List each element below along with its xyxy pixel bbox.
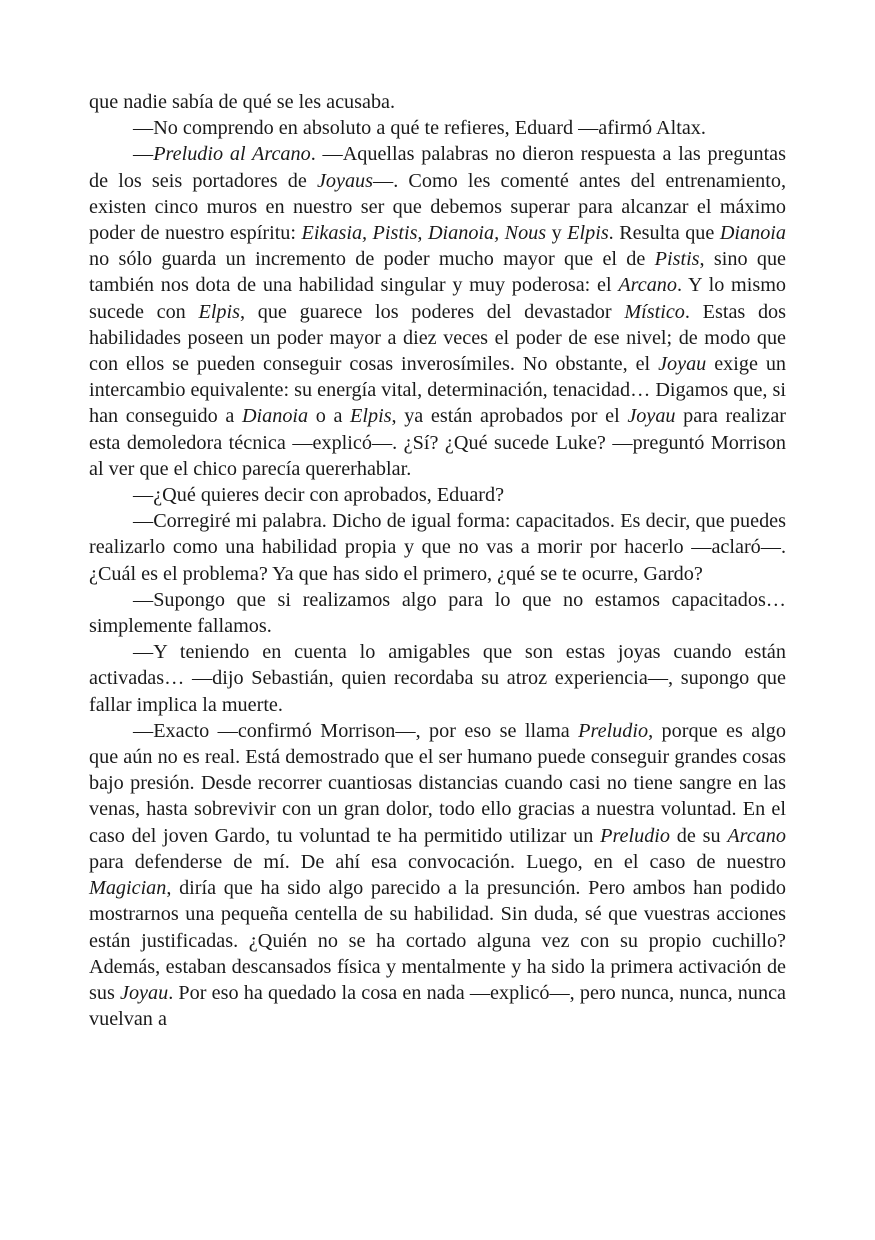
text-run: —Y teniendo en cuenta lo amigables que son estas joyas cuando están activadas… —dijo Sebastián, quien recordaba su atroz experiencia—, supongo que fallar implica la muerte. <box>89 641 786 716</box>
paragraph <box>89 141 786 482</box>
italic-term: Eikasia, Pistis, Dianoia, Nous <box>301 222 547 245</box>
paragraph <box>89 508 786 587</box>
paragraph <box>89 482 786 508</box>
text-run: —No comprendo en absoluto a qué te refieres, Eduard —afirmó Altax. <box>133 117 706 140</box>
text-run: exige un intercambio equivalente: su energía vital, determinación, tenacidad… Digamos que, si han conseguido a <box>89 353 787 428</box>
text-run: , ya están aprobados por el <box>391 405 628 428</box>
italic-term: Magician <box>89 877 167 900</box>
text-run: para realizar esta demoledora técnica —explicó—. ¿Sí? ¿Qué sucede Luke? —preguntó Morrison al ver que el chico parecía quererhablar. <box>89 405 787 480</box>
text-run: . Resulta que <box>608 222 720 245</box>
text-run: que nadie sabía de qué se les acusaba. <box>89 91 396 113</box>
book-page-text <box>89 89 786 1032</box>
italic-term: Dianoia <box>719 222 786 245</box>
text-run: de su <box>670 824 728 847</box>
text-run: —Corregiré mi palabra. Dicho de igual forma: capacitados. Es decir, que puedes realizarlo como una habilidad propia y que no vas a morir por hacerlo —aclaró—. ¿Cuál es el problema? Ya que has sido el primero, ¿qué se te ocurre, Gardo? <box>89 510 786 585</box>
text-run: , que guarece los poderes del devastador <box>239 300 625 323</box>
italic-term: Elpis <box>567 222 609 245</box>
italic-term: Elpis <box>350 405 392 428</box>
italic-term: Joyau <box>658 353 707 376</box>
text-run: — <box>133 143 154 166</box>
italic-term: Joyau <box>120 981 169 1004</box>
italic-term: Místico <box>624 300 685 323</box>
paragraph <box>89 89 786 115</box>
text-run: , diría que ha sido algo parecido a la presunción. Pero ambos han podido mostrarnos una pequeña centella de su habilidad. Sin duda, sé que vuestras acciones están justificadas. ¿Quién no se ha cortado alguna vez con su propio cuchillo? Además, estaban descansados física y mentalmente y ha sido la primera activación de sus <box>89 877 786 1004</box>
text-run: . Y lo mismo sucede con <box>89 274 786 323</box>
text-run: . Por eso ha quedado la cosa en nada —explicó—, pero nunca, nunca, nunca vuelvan a <box>89 981 786 1031</box>
text-run: , porque es algo que aún no es real. Está demostrado que el ser humano puede conseguir grandes cosas bajo presión. Desde recorrer cuantiosas distancias cuando casi no tiene sangre en las venas, hasta sobrevivir con un gran dolor, todo ello gracias a nuestra voluntad. En el caso del joven Gardo, tu voluntad te ha permitido utilizar un <box>89 719 786 847</box>
italic-term: Preludio <box>578 719 649 742</box>
text-run: no sólo guarda un incremento de poder mucho mayor que el de <box>89 248 655 271</box>
paragraph <box>89 115 786 141</box>
italic-term: Dianoia <box>241 405 309 428</box>
text-run: —¿Qué quieres decir con aprobados, Eduard? <box>133 484 505 507</box>
text-run: —. Como les comenté antes del entrenamiento, existen cinco muros en nuestro ser que debemos superar para alcanzar el máximo poder de nuestro espíritu: <box>89 169 786 245</box>
paragraph <box>89 587 786 639</box>
text-run: para defenderse de mí. De ahí esa convocación. Luego, en el caso de nuestro <box>89 850 786 873</box>
text-run: o a <box>308 405 351 428</box>
text-run: . —Aquellas palabras no dieron respuesta a las preguntas de los seis portadores de <box>89 143 786 192</box>
italic-term: Preludio <box>600 824 671 847</box>
paragraph <box>89 639 786 718</box>
paragraph <box>89 718 786 1032</box>
italic-term: Joyaus <box>316 169 373 192</box>
italic-term: Preludio al Arcano <box>153 143 311 166</box>
text-run: . Estas dos habilidades poseen un poder mayor a diez veces el poder de ese nivel; de modo que con ellos se pueden conseguir cosas inverosímiles. No obstante, el <box>89 300 787 376</box>
text-run: —Exacto —confirmó Morrison—, por eso se llama <box>133 719 579 742</box>
text-run: —Supongo que si realizamos algo para lo que no estamos capacitados… simplemente fallamos. <box>89 588 786 638</box>
text-run: y <box>546 222 568 245</box>
italic-term: Pistis <box>654 248 700 271</box>
italic-term: Arcano <box>618 274 677 297</box>
italic-term: Arcano <box>727 824 786 847</box>
text-run: , sino que también nos dota de una habilidad singular y muy poderosa: el <box>89 248 786 297</box>
italic-term: Elpis <box>198 300 240 323</box>
italic-term: Joyau <box>627 405 676 428</box>
